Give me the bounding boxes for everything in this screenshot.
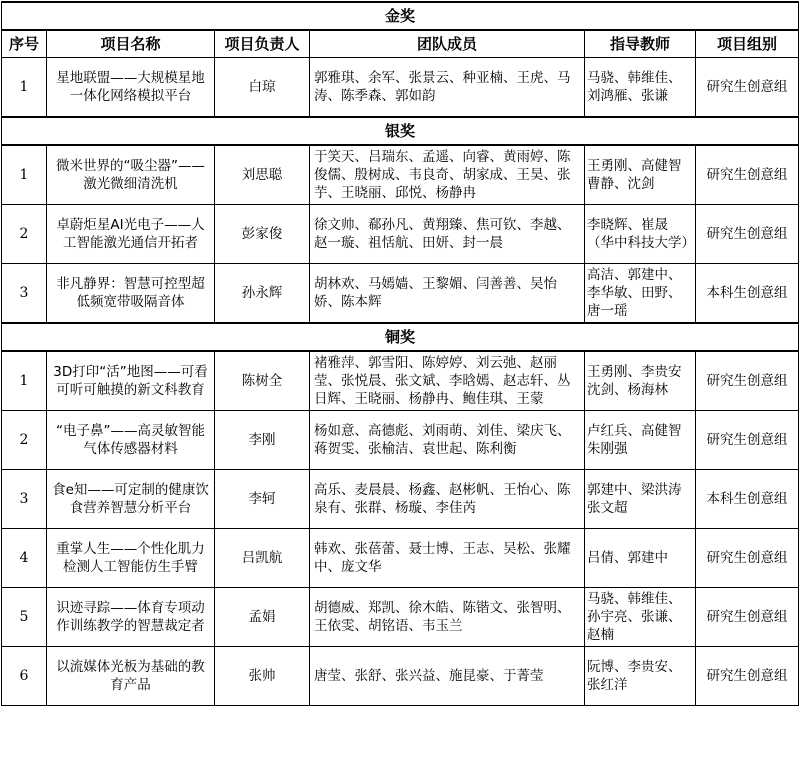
cell-group: 研究生创意组	[696, 411, 799, 470]
cell-advisor: 王勇刚、高健智曹静、沈剑	[585, 145, 696, 205]
cell-index: 2	[2, 411, 47, 470]
awards-table-body	[2, 2, 799, 706]
cell-members: 于笑天、吕瑞东、孟遥、向睿、黄雨婷、陈俊儒、殷树成、韦良奇、胡家成、王昊、张芋、王晓丽、邱悦、杨静冉	[310, 145, 585, 205]
cell-index: 3	[2, 264, 47, 324]
cell-group: 研究生创意组	[696, 529, 799, 588]
award-title-bronze: 铜奖	[2, 323, 799, 351]
cell-project-name: “电子鼻”——高灵敏智能气体传感器材料	[47, 411, 215, 470]
cell-group: 研究生创意组	[696, 58, 799, 118]
award-section-silver	[2, 117, 799, 145]
table-row	[2, 470, 799, 529]
cell-advisor: 王勇刚、李贵安沈剑、杨海林	[585, 351, 696, 411]
award-section-gold	[2, 2, 799, 30]
cell-project-name: 3D打印“活”地图——可看可听可触摸的新文科教育	[47, 351, 215, 411]
cell-index: 1	[2, 145, 47, 205]
cell-advisor: 阮博、李贵安、张红洋	[585, 647, 696, 706]
cell-group: 研究生创意组	[696, 205, 799, 264]
cell-index: 1	[2, 58, 47, 118]
cell-project-name: 星地联盟——大规模星地一体化网络模拟平台	[47, 58, 215, 118]
cell-advisor: 卢红兵、高健智朱刚强	[585, 411, 696, 470]
cell-leader: 孙永辉	[215, 264, 310, 324]
awards-table	[1, 1, 799, 706]
cell-project-name: 非凡静界：智慧可控型超低频宽带吸隔音体	[47, 264, 215, 324]
cell-group: 研究生创意组	[696, 351, 799, 411]
cell-advisor: 郭建中、梁洪涛张文超	[585, 470, 696, 529]
table-header-row	[2, 30, 799, 58]
cell-index: 1	[2, 351, 47, 411]
cell-members: 胡林欢、马嫣嫱、王黎媚、闫善善、吴怡娇、陈本辉	[310, 264, 585, 324]
cell-advisor: 李晓辉、崔晟（华中科技大学）	[585, 205, 696, 264]
header-members: 团队成员	[310, 30, 585, 58]
cell-leader: 张帅	[215, 647, 310, 706]
cell-members: 胡德威、郑凯、徐木皓、陈锴文、张智明、王依雯、胡铭语、韦玉兰	[310, 588, 585, 647]
table-row	[2, 411, 799, 470]
cell-index: 6	[2, 647, 47, 706]
cell-members: 杨如意、高德彪、刘雨萌、刘佳、梁庆飞、蒋贺雯、张榆洁、袁世起、陈利衡	[310, 411, 585, 470]
cell-leader: 李轲	[215, 470, 310, 529]
cell-project-name: 卓蔚炬星AI光电子——人工智能激光通信开拓者	[47, 205, 215, 264]
cell-project-name: 识迹寻踪——体育专项动作训练教学的智慧裁定者	[47, 588, 215, 647]
cell-leader: 白琼	[215, 58, 310, 118]
table-row	[2, 58, 799, 118]
header-leader: 项目负责人	[215, 30, 310, 58]
table-row	[2, 529, 799, 588]
cell-members: 徐文帅、郗孙凡、黄翔臻、焦可钦、李越、赵一璇、祖恬航、田妍、封一晨	[310, 205, 585, 264]
header-advisor: 指导教师	[585, 30, 696, 58]
cell-group: 研究生创意组	[696, 588, 799, 647]
cell-leader: 李刚	[215, 411, 310, 470]
cell-group: 本科生创意组	[696, 470, 799, 529]
table-row	[2, 205, 799, 264]
award-title-silver: 银奖	[2, 117, 799, 145]
cell-project-name: 微米世界的“吸尘器”——激光微细清洗机	[47, 145, 215, 205]
cell-project-name: 食e知——可定制的健康饮食营养智慧分析平台	[47, 470, 215, 529]
header-group: 项目组别	[696, 30, 799, 58]
table-row	[2, 647, 799, 706]
cell-leader: 刘思聪	[215, 145, 310, 205]
cell-members: 褚雅萍、郭雪阳、陈婷婷、刘云弛、赵丽莹、张悦晨、张文斌、李晗嫣、赵志轩、丛日辉、王晓丽、杨静冉、鲍佳琪、王蒙	[310, 351, 585, 411]
cell-members: 郭雅琪、余军、张景云、种亚楠、王虎、马涛、陈季森、郭如韵	[310, 58, 585, 118]
cell-group: 研究生创意组	[696, 145, 799, 205]
cell-leader: 陈树全	[215, 351, 310, 411]
award-title-gold: 金奖	[2, 2, 799, 30]
cell-index: 3	[2, 470, 47, 529]
table-row	[2, 588, 799, 647]
cell-advisor: 马骁、韩维佳、孙宇亮、张谦、赵楠	[585, 588, 696, 647]
table-row	[2, 145, 799, 205]
cell-advisor: 高洁、郭建中、李华敏、田野、唐一瑶	[585, 264, 696, 324]
cell-advisor: 吕倩、郭建中	[585, 529, 696, 588]
cell-index: 5	[2, 588, 47, 647]
cell-leader: 吕凯航	[215, 529, 310, 588]
table-row	[2, 264, 799, 324]
cell-group: 研究生创意组	[696, 647, 799, 706]
cell-leader: 孟娟	[215, 588, 310, 647]
cell-members: 韩欢、张蓓蕾、聂士博、王志、吴松、张耀中、庞文华	[310, 529, 585, 588]
cell-leader: 彭家俊	[215, 205, 310, 264]
table-row	[2, 351, 799, 411]
cell-advisor: 马骁、韩维佳、刘鸿雁、张谦	[585, 58, 696, 118]
cell-project-name: 重掌人生——个性化肌力检测人工智能仿生手臂	[47, 529, 215, 588]
award-section-bronze	[2, 323, 799, 351]
cell-project-name: 以流媒体光板为基础的教育产品	[47, 647, 215, 706]
cell-group: 本科生创意组	[696, 264, 799, 324]
cell-members: 唐莹、张舒、张兴益、施昆豪、于菁莹	[310, 647, 585, 706]
cell-index: 2	[2, 205, 47, 264]
cell-index: 4	[2, 529, 47, 588]
header-name: 项目名称	[47, 30, 215, 58]
cell-members: 高乐、麦晨晨、杨鑫、赵彬帆、王怡心、陈泉有、张群、杨璇、李佳芮	[310, 470, 585, 529]
header-index: 序号	[2, 30, 47, 58]
